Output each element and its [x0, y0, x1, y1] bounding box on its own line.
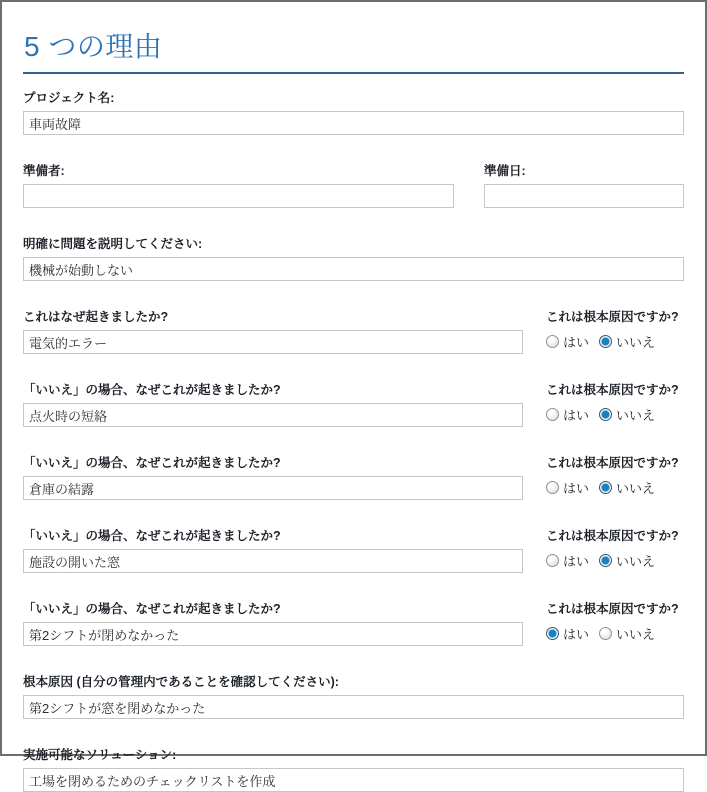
why-2-root-cause-group	[546, 380, 684, 424]
prep-date-input[interactable]	[484, 184, 684, 208]
why-5-no-radio[interactable]	[599, 627, 612, 640]
why-4-root-cause-group	[546, 526, 684, 570]
why-4-yes-radio[interactable]	[546, 554, 559, 567]
why-2-yes-option[interactable]	[546, 405, 589, 424]
yes-radio-label: はい	[563, 481, 590, 496]
why-3-yes-radio[interactable]	[546, 481, 559, 494]
why-5-input[interactable]	[23, 622, 523, 646]
no-radio-label: いいえ	[616, 627, 656, 642]
yes-radio-label: はい	[563, 335, 590, 350]
why-2-field	[23, 380, 523, 427]
why-4-field	[23, 526, 523, 573]
why-3-input[interactable]	[23, 476, 523, 500]
why-4-no-radio[interactable]	[599, 554, 612, 567]
why-1-label: これはなぜ起きましたか?	[23, 310, 169, 324]
prep-date-label: 準備日:	[484, 164, 526, 178]
root-cause-question-label: これは根本原因ですか?	[546, 602, 679, 616]
root-cause-field	[23, 672, 684, 719]
project-name-label: プロジェクト名:	[23, 91, 115, 105]
problem-statement-label: 明確に問題を説明してください:	[23, 237, 203, 251]
solution-input[interactable]	[23, 768, 684, 792]
preparer-label: 準備者:	[23, 164, 65, 178]
why-row-2	[23, 380, 684, 427]
why-2-no-radio[interactable]	[599, 408, 612, 421]
root-cause-question-label: これは根本原因ですか?	[546, 383, 679, 397]
why-5-yes-radio[interactable]	[546, 627, 559, 640]
no-radio-label: いいえ	[616, 554, 656, 569]
why-2-yes-radio[interactable]	[546, 408, 559, 421]
why-3-label: 「いいえ」の場合、なぜこれが起きましたか?	[23, 456, 281, 470]
project-name-input[interactable]	[23, 111, 684, 135]
problem-statement-input[interactable]	[23, 257, 684, 281]
title-divider	[23, 72, 684, 74]
why-5-root-cause-group	[546, 599, 684, 643]
prep-date-field	[484, 161, 684, 208]
why-3-field	[23, 453, 523, 500]
why-1-input[interactable]	[23, 330, 523, 354]
root-cause-question-label: これは根本原因ですか?	[546, 456, 679, 470]
why-5-field	[23, 599, 523, 646]
root-cause-input[interactable]	[23, 695, 684, 719]
preparer-field	[23, 161, 454, 208]
why-1-no-radio[interactable]	[599, 335, 612, 348]
why-2-input[interactable]	[23, 403, 523, 427]
why-1-radio-line	[546, 332, 684, 351]
project-name-field	[23, 88, 684, 135]
no-radio-label: いいえ	[616, 408, 656, 423]
why-2-radio-line	[546, 405, 684, 424]
yes-radio-label: はい	[563, 408, 590, 423]
why-3-radio-line	[546, 478, 684, 497]
why-row-1	[23, 307, 684, 354]
why-3-yes-option[interactable]	[546, 478, 589, 497]
root-cause-question-label: これは根本原因ですか?	[546, 529, 679, 543]
solution-field	[23, 745, 684, 792]
why-row-4	[23, 526, 684, 573]
why-2-no-option[interactable]	[599, 405, 655, 424]
preparer-input[interactable]	[23, 184, 454, 208]
why-3-root-cause-group	[546, 453, 684, 497]
why-1-root-cause-group	[546, 307, 684, 351]
why-5-yes-option[interactable]	[546, 624, 589, 643]
why-5-label: 「いいえ」の場合、なぜこれが起きましたか?	[23, 602, 281, 616]
problem-statement-field	[23, 234, 684, 281]
why-4-yes-option[interactable]	[546, 551, 589, 570]
no-radio-label: いいえ	[616, 335, 656, 350]
root-cause-question-label: これは根本原因ですか?	[546, 310, 679, 324]
why-1-yes-radio[interactable]	[546, 335, 559, 348]
why-3-no-option[interactable]	[599, 478, 655, 497]
why-1-yes-option[interactable]	[546, 332, 589, 351]
why-1-field	[23, 307, 523, 354]
yes-radio-label: はい	[563, 627, 590, 642]
why-5-no-option[interactable]	[599, 624, 655, 643]
why-4-radio-line	[546, 551, 684, 570]
solution-label: 実施可能なソリューション:	[23, 748, 177, 762]
why-1-no-option[interactable]	[599, 332, 655, 351]
why-4-label: 「いいえ」の場合、なぜこれが起きましたか?	[23, 529, 281, 543]
why-row-3	[23, 453, 684, 500]
root-cause-label: 根本原因 (自分の管理内であることを確認してください):	[23, 675, 339, 689]
why-2-label: 「いいえ」の場合、なぜこれが起きましたか?	[23, 383, 281, 397]
no-radio-label: いいえ	[616, 481, 656, 496]
why-4-no-option[interactable]	[599, 551, 655, 570]
why-5-radio-line	[546, 624, 684, 643]
why-3-no-radio[interactable]	[599, 481, 612, 494]
preparer-date-row	[23, 161, 684, 208]
page-title: 5 つの理由	[24, 31, 163, 62]
yes-radio-label: はい	[563, 554, 590, 569]
why-row-5	[23, 599, 684, 646]
why-4-input[interactable]	[23, 549, 523, 573]
